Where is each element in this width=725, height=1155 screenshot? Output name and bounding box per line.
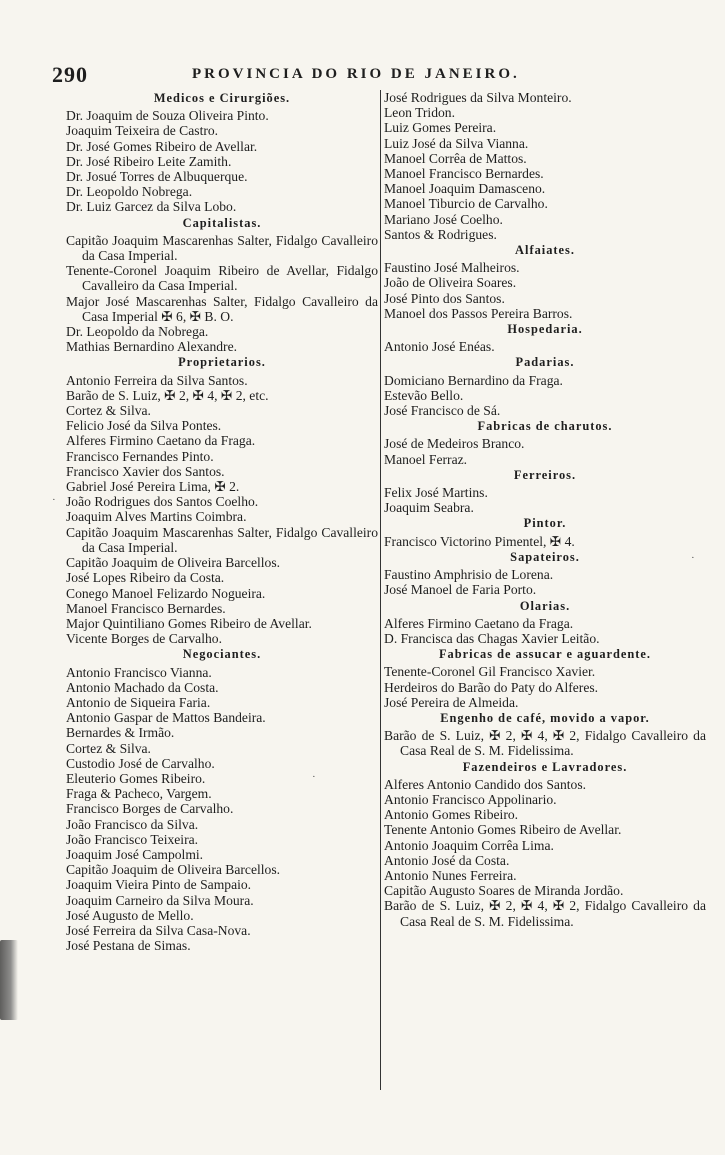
- directory-entry: Antonio Gomes Ribeiro.: [384, 807, 519, 823]
- directory-section: [384, 515, 706, 548]
- directory-entry: Antonio Francisco Vianna.: [66, 664, 212, 680]
- directory-section: [384, 549, 706, 598]
- directory-entry: Tenente-Coronel Joaquim Ribeiro de Avellar, Fidalgo Cavalleiro da Casa Imperial.: [66, 263, 378, 294]
- left-column: [66, 90, 378, 953]
- directory-entry: Felicio José da Silva Pontes.: [66, 418, 222, 434]
- directory-entry: Mathias Bernardino Alexandre.: [66, 339, 238, 355]
- directory-entry: Santos & Rodrigues.: [384, 226, 497, 242]
- directory-section: [384, 598, 706, 647]
- directory-entry: Dr. Josué Torres de Albuquerque.: [66, 169, 248, 185]
- directory-entry: Cortez & Silva.: [66, 403, 151, 419]
- directory-entry: Francisco Borges de Carvalho.: [66, 801, 234, 817]
- directory-entry: Leon Tridon.: [384, 105, 456, 121]
- directory-entry: Joaquim Teixeira de Castro.: [66, 123, 219, 139]
- page-edge-stain: [0, 940, 18, 1020]
- directory-entry: Alferes Antonio Candido dos Santos.: [384, 776, 587, 792]
- section-heading: Padarias.: [515, 355, 575, 370]
- page-number: 290: [52, 62, 88, 87]
- directory-entry: José Pereira de Almeida.: [384, 694, 519, 710]
- directory-entry: José Pinto dos Santos.: [384, 290, 505, 306]
- directory-entry: Luiz Gomes Pereira.: [384, 120, 497, 136]
- directory-entry: Mariano José Coelho.: [384, 211, 503, 227]
- directory-section: [66, 646, 378, 953]
- directory-entry: João Francisco Teixeira.: [66, 831, 199, 847]
- directory-entry: Tenente-Coronel Gil Francisco Xavier.: [384, 664, 596, 680]
- directory-entry: Antonio Machado da Costa.: [66, 679, 219, 695]
- directory-entry: Fraga & Pacheco, Vargem.: [66, 786, 212, 802]
- directory-section: [384, 90, 706, 242]
- directory-entry: Manoel Francisco Bernardes.: [384, 166, 544, 182]
- directory-entry: Gabriel José Pereira Lima, ✠ 2.: [66, 479, 240, 495]
- directory-entry: Dr. Joaquim de Souza Oliveira Pinto.: [66, 108, 269, 124]
- directory-entry: João Francisco da Silva.: [66, 816, 199, 832]
- directory-entry: Felix José Martins.: [384, 485, 488, 501]
- directory-entry: Francisco Victorino Pimentel, ✠ 4.: [384, 533, 575, 549]
- directory-entry: Major José Mascarenhas Salter, Fidalgo Cavalleiro da Casa Imperial ✠ 6, ✠ B. O.: [66, 293, 378, 324]
- directory-entry: Dr. Leopoldo Nobrega.: [66, 184, 193, 200]
- directory-entry: Joaquim José Campolmi.: [66, 846, 204, 862]
- directory-entry: Antonio José Enéas.: [384, 339, 495, 355]
- section-heading: Alfaiates.: [515, 243, 575, 258]
- directory-entry: José Ferreira da Silva Casa-Nova.: [66, 922, 251, 938]
- section-heading: Ferreiros.: [513, 467, 577, 482]
- column-divider: [380, 90, 381, 1090]
- directory-entry: Capitão Joaquim de Oliveira Barcellos.: [66, 555, 281, 571]
- directory-section: [66, 90, 378, 215]
- running-title: PROVINCIA DO RIO DE JANEIRO.: [192, 66, 520, 82]
- section-heading: Fabricas de assucar e aguardente.: [438, 647, 652, 662]
- directory-entry: José Pestana de Simas.: [66, 938, 191, 954]
- directory-entry: Cortez & Silva.: [66, 740, 151, 756]
- directory-section: [384, 710, 706, 759]
- directory-entry: Manoel Ferraz.: [384, 451, 468, 467]
- directory-section: [384, 646, 706, 710]
- section-heading: Medicos e Cirurgiões.: [153, 91, 291, 105]
- directory-section: [384, 759, 706, 929]
- section-heading: Olarias.: [519, 598, 571, 613]
- directory-entry: Antonio Joaquim Corrêa Lima.: [384, 837, 554, 853]
- directory-entry: Antonio Francisco Appolinario.: [384, 791, 557, 807]
- directory-entry: Barão de S. Luiz, ✠ 2, ✠ 4, ✠ 2, Fidalgo Cavalleiro da Casa Real de S. M. Fidelissima.: [384, 728, 706, 759]
- directory-entry: João Rodrigues dos Santos Coelho.: [66, 494, 259, 510]
- section-heading: Fazendeiros e Lavradores.: [462, 759, 628, 774]
- directory-entry: Francisco Xavier dos Santos.: [66, 463, 225, 479]
- ink-speck: ·: [52, 494, 56, 506]
- directory-entry: Antonio Nunes Ferreira.: [384, 867, 517, 883]
- directory-entry: Joaquim Alves Martins Coimbra.: [66, 509, 247, 525]
- directory-section: [66, 215, 378, 355]
- directory-entry: Capitão Joaquim Mascarenhas Salter, Fidalgo Cavalleiro da Casa Imperial.: [66, 232, 378, 264]
- directory-entry: José Rodrigues da Silva Monteiro.: [384, 90, 572, 105]
- directory-entry: Major Quintiliano Gomes Ribeiro de Avellar.: [66, 615, 312, 631]
- section-heading: Negociantes.: [182, 647, 262, 662]
- directory-entry: Faustino Amphrisio de Lorena.: [384, 567, 554, 583]
- directory-entry: Bernardes & Irmão.: [66, 725, 175, 741]
- directory-entry: Estevão Bello.: [384, 387, 464, 403]
- page-header: [52, 62, 672, 86]
- ink-speck: ·: [691, 552, 695, 564]
- directory-entry: Manoel Tiburcio de Carvalho.: [384, 196, 548, 212]
- directory-entry: José Lopes Ribeiro da Costa.: [66, 570, 225, 586]
- directory-section: [384, 418, 706, 467]
- directory-entry: Vicente Borges de Carvalho.: [66, 631, 222, 647]
- directory-entry: José Augusto de Mello.: [66, 907, 194, 923]
- directory-entry: Joaquim Carneiro da Silva Moura.: [66, 892, 254, 908]
- directory-entry: Eleuterio Gomes Ribeiro.: [66, 770, 206, 786]
- directory-entry: Francisco Fernandes Pinto.: [66, 448, 214, 464]
- directory-entry: Manoel Joaquim Damasceno.: [384, 181, 546, 197]
- directory-section: [384, 467, 706, 516]
- directory-entry: Herdeiros do Barão do Paty do Alferes.: [384, 679, 599, 695]
- directory-section: [384, 354, 706, 418]
- section-heading: Proprietarios.: [178, 355, 266, 370]
- directory-entry: Barão de S. Luiz, ✠ 2, ✠ 4, ✠ 2, Fidalgo Cavalleiro da Casa Real de S. M. Fidelissima.: [384, 898, 706, 929]
- directory-section: [384, 321, 706, 354]
- directory-section: [384, 242, 706, 321]
- directory-entry: Antonio Gaspar de Mattos Bandeira.: [66, 710, 266, 726]
- directory-entry: José Manoel de Faria Porto.: [384, 582, 537, 598]
- directory-entry: Alferes Firmino Caetano da Fraga.: [66, 433, 256, 449]
- directory-entry: Luiz José da Silva Vianna.: [384, 135, 529, 151]
- directory-entry: Faustino José Malheiros.: [384, 260, 520, 276]
- directory-entry: Manoel dos Passos Pereira Barros.: [384, 305, 573, 321]
- directory-entry: João de Oliveira Soares.: [384, 275, 517, 291]
- section-heading: Hospedaria.: [507, 322, 583, 337]
- directory-section: [66, 354, 378, 646]
- directory-entry: José de Medeiros Branco.: [384, 436, 525, 452]
- directory-entry: Manoel Corrêa de Mattos.: [384, 150, 527, 166]
- directory-entry: Dr. Leopoldo da Nobrega.: [66, 324, 209, 340]
- directory-entry: José Francisco de Sá.: [384, 403, 501, 419]
- section-heading: Capitalistas.: [182, 215, 262, 230]
- directory-entry: Dr. Luiz Garcez da Silva Lobo.: [66, 199, 237, 215]
- directory-entry: Dr. José Gomes Ribeiro de Avellar.: [66, 138, 258, 154]
- section-heading: Pintor.: [523, 516, 567, 531]
- section-heading: Engenho de café, movido a vapor.: [440, 710, 650, 725]
- directory-entry: Antonio Ferreira da Silva Santos.: [66, 372, 248, 388]
- directory-entry: Capitão Joaquim de Oliveira Barcellos.: [66, 862, 281, 878]
- directory-entry: Manoel Francisco Bernardes.: [66, 600, 226, 616]
- directory-entry: Custodio José de Carvalho.: [66, 755, 215, 771]
- directory-entry: Antonio José da Costa.: [384, 852, 510, 868]
- section-heading: Fabricas de charutos.: [477, 419, 613, 434]
- directory-entry: Antonio de Siqueira Faria.: [66, 694, 211, 710]
- directory-entry: Tenente Antonio Gomes Ribeiro de Avellar.: [384, 822, 622, 838]
- directory-entry: Barão de S. Luiz, ✠ 2, ✠ 4, ✠ 2, etc.: [66, 387, 269, 403]
- directory-entry: Dr. José Ribeiro Leite Zamith.: [66, 153, 232, 169]
- directory-entry: Joaquim Vieira Pinto de Sampaio.: [66, 877, 252, 893]
- section-heading: Sapateiros.: [510, 549, 580, 564]
- directory-entry: Conego Manoel Felizardo Nogueira.: [66, 585, 266, 601]
- directory-entry: Capitão Joaquim Mascarenhas Salter, Fidalgo Cavalleiro da Casa Imperial.: [66, 524, 378, 555]
- ink-speck: ·: [312, 771, 316, 783]
- directory-entry: Capitão Augusto Soares de Miranda Jordão.: [384, 883, 624, 899]
- right-column: [384, 90, 706, 929]
- directory-entry: D. Francisca das Chagas Xavier Leitão.: [384, 630, 600, 646]
- directory-entry: Alferes Firmino Caetano da Fraga.: [384, 615, 574, 631]
- directory-entry: Joaquim Seabra.: [384, 500, 474, 516]
- directory-entry: Domiciano Bernardino da Fraga.: [384, 372, 563, 388]
